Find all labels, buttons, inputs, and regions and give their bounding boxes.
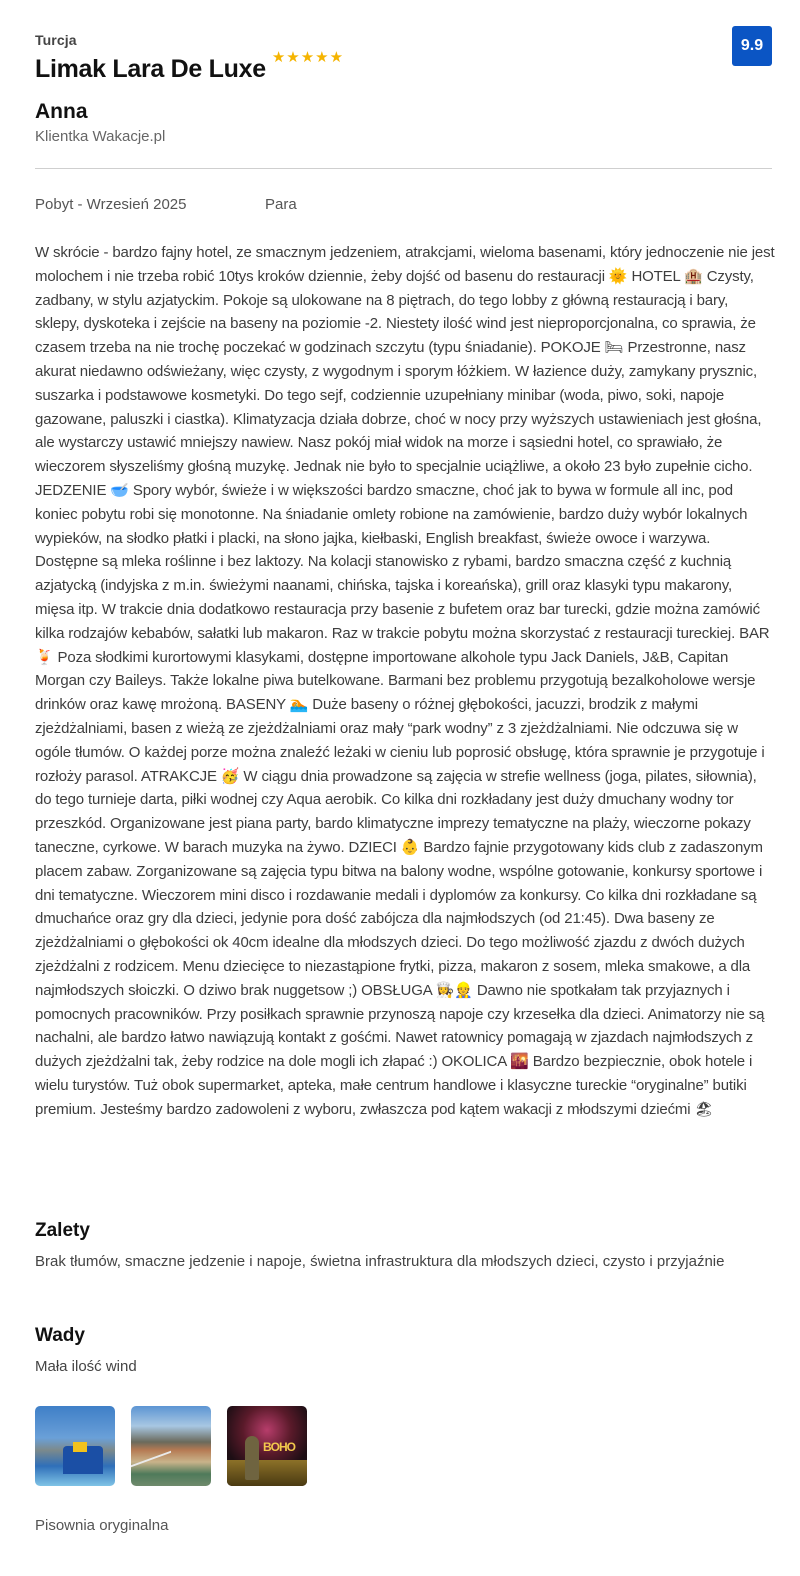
railing-shape	[131, 1451, 171, 1486]
author-block	[35, 99, 165, 145]
original-spelling-note: Pisownia oryginalna	[35, 1517, 169, 1534]
photo-thumbnail-stage[interactable]	[227, 1406, 307, 1486]
person-shape	[245, 1436, 259, 1480]
score-badge: 9.9	[732, 26, 772, 66]
traveler-type: Para	[265, 196, 297, 213]
stay-date: Pobyt - Wrzesień 2025	[35, 196, 187, 213]
review-header	[35, 32, 772, 84]
stage-sign: BOHO	[263, 1440, 295, 1454]
photo-thumbnail-pool[interactable]	[35, 1406, 115, 1486]
cons-text: Mała ilość wind	[35, 1358, 137, 1375]
cons-title: Wady	[35, 1325, 85, 1346]
slide-top-shape	[73, 1442, 87, 1452]
photo-gallery	[35, 1406, 307, 1486]
ground-shape	[227, 1460, 307, 1486]
star-icon: ★	[329, 49, 344, 66]
review-text: W skrócie - bardzo fajny hotel, ze smacznym jedzeniem, atrakcjami, wieloma basenami, który jednoczenie nie jest molochem i nie trzeba robić 10tys kroków dziennie, żeby dojść od basenu do restauracji 🌞 HOTEL 🏨 Czysty, zadbany, w stylu azjatyckim. Pokoje są ulokowane na 8 piętrach, do tego lobby z główną restauracją i bary, sklepy, dyskoteka i zejście na baseny na poziomie -2. Niestety ilość wind jest nieproporcjonalna, co sprawia, że czasem trzeba na nie trochę poczekać w godzinach szczytu (typu śniadanie). POKOJE 🛏 Przestronne, nasz akurat niedawno odświeżany, więc czysty, z wygodnym i sporym łóżkiem. W łazience duży, zamykany prysznic, suszarka i podstawowe kosmetyki. Do tego sejf, codziennie uzupełniany minibar (woda, piwo, soki, napoje gazowane, paluszki i ciastka). Klimatyzacja działa dobrze, choć w nocy przy wyższych ustawieniach jest głośna, ale wystarczy ustawić mniejszy nawiew. Nasz pokój miał widok na morze i sąsiedni hotel, co sprawiało, że wieczorem słyszeliśmy głośną muzykę. Jednak nie było to specjalnie uciążliwe, a około 23 było zupełnie cicho. JEDZENIE 🥣 Spory wybór, świeże i w większości bardzo smaczne, choć jak to bywa w formule all inc, pod koniec pobytu robi się monotonne. Na śniadanie omlety robione na zamówienie, bardzo duży wybór lokalnych wypieków, na słodko płatki i placki, na słono jajka, kiełbaski, English breakfast, świeże owoce i warzywa. Dostępne są mleka roślinne i bez laktozy. Na kolacji stanowisko z rybami, bardzo smaczna część z kuchnią azjatycką (indyjska z m.in. świeżymi naanami, chińska, tajska i koreańska), grill oraz klasyki typu makarony, mięsa itp. W trakcie dnia dodatkowo restauracja przy basenie z bufetem oraz bar turecki, gdzie można zamówić kilka rodzajów kebabów, sałatki lub makaron. Raz w trakcie pobytu można skorzystać z restauracji tureckiej. BAR 🍹 Poza słodkimi kurortowymi klasykami, dostępne importowane alkohole typu Jack Daniels, J&B, Capitan Morgan czy Baileys. Także lokalne piwa butelkowane. Barmani bez problemu przygotują bezalkoholowe wersje drinków oraz kawę mrożoną. BASENY 🏊 Duże baseny o różnej głębokości, jacuzzi, brodzik z małymi zjeżdżalniami, basen z wieżą ze zjeżdżalniami oraz mały “park wodny” z 3 zjeżdżalniami. Nie odczuwa się w ogóle tłumów. O każdej porze można znaleźć leżaki w cieniu lub poprosić obsługę, która sprawnie je przygotuje i rozłoży parasol. ATRAKCJE 🥳 W ciągu dnia prowadzone są zajęcia w strefie wellness (joga, pilates, siłownia), do tego turnieje darta, piłki wodnej czy Aqua aerobik. Co kilka dni rozkładany jest duży dmuchany wodny tor przeszkód. Organizowane jest piana party, bardo klimatyczne imprezy tematyczne na plaży, wieczorne pokazy taneczne, cyrkowe. W barach muzyka na żywo. DZIECI 👶 Bardzo fajnie przygotowany kids club z zadaszonym placem zabaw. Zorganizowane są zajęcia typu bitwa na balony wodne, wspólne gotowanie, konkursy sportowe i dni tematyczne. Wieczorem mini disco i rozdawanie medali i dyplomów za konkursy. Co kilka dni rozkładane są dmuchańce oraz gry dla dzieci, jedynie pora dość zabójcza dla najmłodszych (od 21:45). Dwa baseny ze zjeżdżalniami o głębokości ok 40cm idealne dla młodszych dzieci. Do tego możliwość zjazdu z dwóch dużych zjeżdżalni z rodzicem. Menu dziecięce to niezastąpione frytki, pizza, makaron z sosem, mleka smakowe, a dla najmłodszych słoiczki. O dziwo brak nuggetsow ;) OBSŁUGA 👩‍🍳👷 Dawno nie spotkałam tak przyjaznych i pomocnych pracowników. Przy posiłkach sprawnie przynoszą napoje czy krzesełka dla dzieci. Animatorzy nie są nachalni, ale bardzo łatwo nawiązują kontakt z gośćmi. Nawet ratownicy pomagają w zjazdach najmłodszych z dużych zjeżdżalni tak, żeby rodzice na dole mogli ich złapać :) OKOLICA 🌇 Bardzo bezpiecznie, obok hotele i wielu turystów. Tuż obok supermarket, apteka, małe centrum handlowe i klasyczne tureckie “oryginalne” butiki premium. Jesteśmy bardzo zadowoleni z wyboru, zwłaszcza pod kątem wakacji z młodszymi dziećmi 🏖	[35, 244, 775, 1118]
star-rating	[272, 50, 343, 65]
star-icon: ★	[315, 49, 329, 66]
cons-section	[35, 1325, 735, 1379]
star-icon: ★	[300, 49, 315, 66]
author-subtitle: Klientka Wakacje.pl	[35, 128, 166, 145]
divider	[35, 168, 772, 169]
photo-thumbnail-beach[interactable]	[131, 1406, 211, 1486]
author-name: Anna	[35, 100, 88, 123]
star-icon: ★	[286, 49, 300, 66]
stay-meta	[35, 196, 297, 213]
star-icon: ★	[271, 49, 286, 66]
country-label: Turcja	[35, 32, 77, 48]
pros-section	[35, 1220, 735, 1274]
pros-text: Brak tłumów, smaczne jedzenie i napoje, świetna infrastruktura dla młodszych dzieci, czysto i przyjaźnie	[35, 1253, 725, 1270]
hotel-title-row	[35, 49, 772, 84]
hotel-name[interactable]: Limak Lara De Luxe	[35, 55, 266, 83]
pros-title: Zalety	[35, 1220, 90, 1241]
